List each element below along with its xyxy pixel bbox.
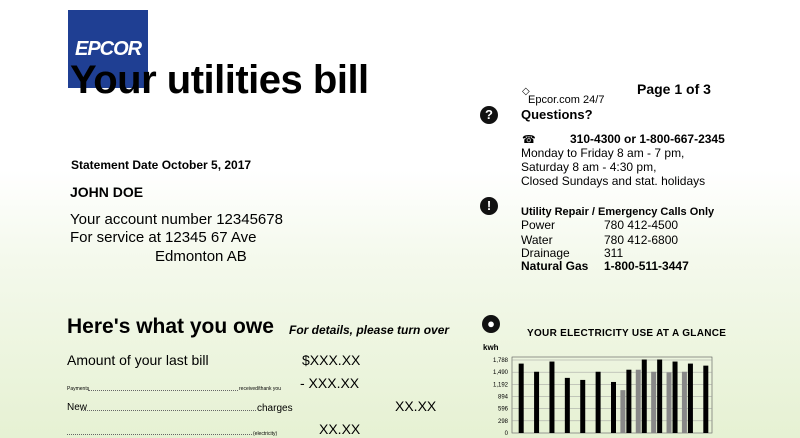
- last-bill-value: $XXX.XX: [302, 352, 361, 368]
- y-tick-label: 596: [497, 406, 508, 413]
- usage-bar: [534, 372, 539, 433]
- service-city: Edmonton AB: [155, 248, 247, 265]
- account-number: Your account number 12345678: [70, 211, 283, 228]
- utility-number-power: 780 412-4500: [604, 218, 679, 232]
- chart-title: YOUR ELECTRICITY USE AT A GLANCE: [527, 328, 727, 339]
- electricity-note: (electricity): [253, 431, 278, 437]
- payments-label: Payments: [67, 386, 90, 392]
- website[interactable]: Epcor.com 24/7: [528, 94, 605, 106]
- customer-phone: 310-4300 or 1-800-667-2345: [570, 132, 725, 146]
- leader-dots: [81, 410, 256, 411]
- usage-bar: [549, 362, 554, 433]
- hours-line: Monday to Friday 8 am - 7 pm,: [521, 146, 685, 160]
- usage-bar: [626, 370, 631, 433]
- owe-subheading: For details, please turn over: [289, 323, 450, 337]
- utility-number-gas: 1-800-511-3447: [604, 259, 689, 273]
- new-charges-label: charges: [257, 403, 293, 414]
- globe-icon: ◇: [522, 86, 530, 97]
- utility-number-water: 780 412-6800: [604, 233, 679, 247]
- payments-note: received/thank you: [239, 386, 281, 392]
- leader-dots: [67, 434, 252, 435]
- y-tick-label: 1,490: [492, 370, 508, 377]
- usage-bar: [703, 366, 708, 433]
- usage-bar: [667, 373, 672, 433]
- usage-bar: [580, 380, 585, 433]
- electricity-usage-chart: [482, 352, 718, 438]
- usage-bar: [596, 372, 601, 433]
- new-label: New: [67, 402, 88, 413]
- usage-bar: [682, 372, 687, 433]
- usage-bar: [657, 360, 662, 433]
- usage-bar: [565, 378, 570, 433]
- usage-bar: [642, 360, 647, 433]
- usage-bar: [519, 364, 524, 433]
- usage-bar: [651, 372, 656, 433]
- service-address: For service at 12345 67 Ave: [70, 229, 257, 246]
- page-number: Page 1 of 3: [637, 81, 711, 97]
- usage-bar: [636, 370, 641, 433]
- y-tick-label: 894: [497, 394, 508, 401]
- utility-name-water: Water: [521, 233, 553, 247]
- usage-bar: [688, 364, 693, 433]
- owe-heading: Here's what you owe: [67, 315, 274, 338]
- lightbulb-icon: ●: [482, 315, 500, 333]
- payments-value: - XXX.XX: [300, 375, 360, 391]
- customer-name: JOHN DOE: [70, 184, 144, 200]
- utility-name-power: Power: [521, 218, 556, 232]
- y-tick-label: 0: [504, 431, 508, 437]
- office-hours: [521, 146, 705, 188]
- exclamation-circle-icon: !: [480, 197, 498, 215]
- statement-date: Statement Date October 5, 2017: [71, 158, 252, 172]
- utility-name-drainage: Drainage: [521, 246, 570, 260]
- question-circle-icon: ?: [480, 106, 498, 124]
- hours-line: Saturday 8 am - 4:30 pm,: [521, 160, 657, 174]
- y-tick-label: 1,788: [492, 358, 508, 364]
- electricity-value: XX.XX: [319, 421, 361, 437]
- y-tick-label: 1,192: [492, 382, 508, 389]
- y-axis-label: kwh: [483, 343, 499, 352]
- logo-text: EPCOR: [75, 38, 142, 60]
- usage-bar: [611, 382, 616, 433]
- bill-title: Your utilities bill: [70, 58, 369, 102]
- usage-bar: [620, 390, 625, 433]
- last-bill-label: Amount of your last bill: [67, 352, 209, 368]
- leader-dots: [88, 390, 238, 391]
- repair-heading: Utility Repair / Emergency Calls Only: [521, 206, 715, 218]
- phone-icon: ☎: [522, 134, 536, 146]
- new-charges-value: XX.XX: [395, 398, 437, 414]
- utility-name-gas: Natural Gas: [521, 259, 589, 273]
- utility-number-drainage: 311: [604, 246, 624, 260]
- questions-heading: Questions?: [521, 107, 593, 122]
- y-tick-label: 298: [497, 418, 508, 425]
- hours-line: Closed Sundays and stat. holidays: [521, 174, 706, 188]
- usage-bar: [673, 362, 678, 433]
